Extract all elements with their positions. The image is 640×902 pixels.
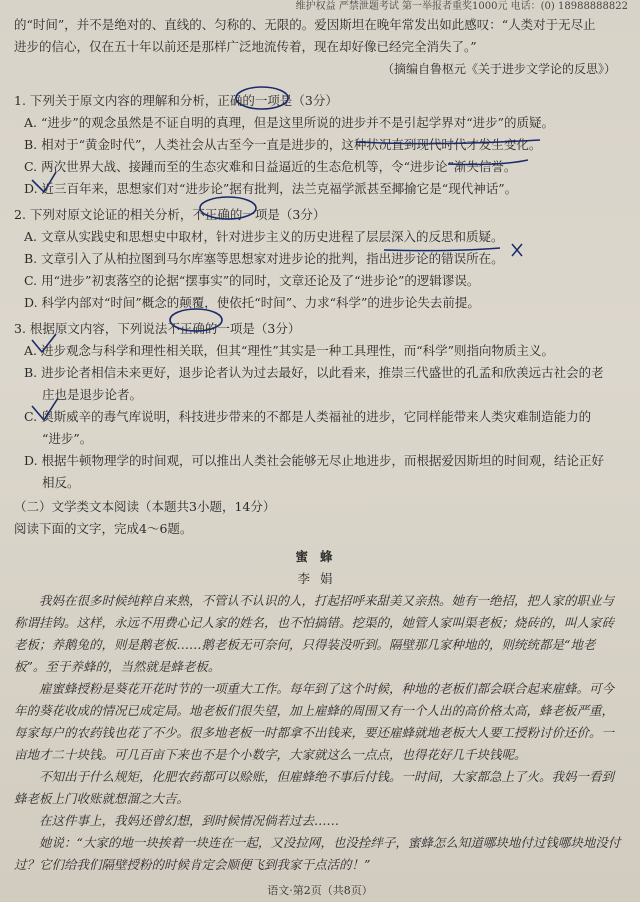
story-title: 蜜蜂 [295, 549, 345, 564]
question-3-option-d-cont: 相反。 [42, 475, 80, 490]
question-3-option-b: B. 进步论者相信未来更好，退步论者认为过去最好，以此看来，推崇三代盛世的孔孟和欣羡远古社会的老 [24, 365, 604, 380]
question-3-option-c: C. 奥斯威辛的毒气库说明，科技进步带来的不都是人类福祉的进步，它同样能带来人类灾难制造能力的 [24, 409, 592, 424]
question-2-option-d: D. 科学内部对“时间”概念的颠覆，使依托“时间”、力求“科学”的进步论失去前提。 [24, 295, 480, 310]
attribution: （摘编自鲁枢元《关于进步文学论的反思》） [381, 62, 616, 76]
section-heading: （二）文学类文本阅读（本题共3小题，14分） [14, 499, 276, 514]
question-3-option-d: D. 根据牛顿物理学的时间观，可以推出人类社会能够无尽止地进步，而根据爱因斯坦的时间观，结论正好 [24, 453, 605, 468]
question-1-title: 1. 下列关于原文内容的理解和分析，正确的一项是（3分） [14, 93, 338, 108]
story-body [14, 590, 626, 876]
story-paragraph: 我妈在很多时候纯粹自来熟，不管认不认识的人，打起招呼来甜美又亲热。她有一绝招，把人家的职业与称谓挂钩。这样，永远不用费心记人家的姓名，也不怕搞错。挖渠的，她管人家叫渠老板；烧砖的，叫人家砖老板；养鹅兔的，则是鹅老板……鹅老板无可奈何，只得装没听到。隔壁那几家种地的，则统统都是“地老板”。至于养蜂的，当然就是蜂老板。 [14, 593, 615, 674]
question-2-title: 2. 下列对原文论证的相关分析，不正确的一项是（3分） [14, 207, 326, 222]
question-1-option-c: C. 两次世界大战、接踵而至的生态灾难和日益逼近的生态危机等，令“进步论”渐失信誉。 [24, 159, 517, 174]
intro-line: 进步的信心，仅在五十年以前还是那样广泛地流传着，现在却好像已经完全消失了。” [14, 39, 477, 54]
question-3-option-c-cont: “进步”。 [42, 431, 93, 446]
story-paragraph: 在这件事上，我妈还曾幻想，到时候情况倘若过去…… [39, 813, 340, 828]
body-text [14, 14, 626, 876]
question-3-title: 3. 根据原文内容，下列说法不正确的一项是（3分） [14, 321, 301, 336]
story-paragraph: 雇蜜蜂授粉是葵花开花时节的一项重大工作。每年到了这个时候，种地的老板们都会联合起来雇蜂。可今年的葵花收成的情况已成定局。地老板们很失望，加上雇蜂的周围又有一个人出的高价格太高，蜂老板严重，每家每户的农药钱也花了不少。很多地老板一时都拿不出钱来，要还雇蜂就地老板大人要工授粉讨价还价。一亩地才二十块钱。可几百亩下来也不是个小数字，大家就这么一点点，也得花好几千块钱呢。 [14, 681, 615, 762]
story-author: 李娟 [297, 571, 343, 586]
question-1-option-b: B. 相对于“黄金时代”，人类社会从古至今一直是进步的，这种状况直到现代时代才发生变化。 [24, 137, 542, 152]
page-header: 维护权益 严禁泄题考试 第一举报者重奖1000元 电话：(0) 18988888822 [295, 1, 628, 12]
question-1-option-a: A. “进步”的观念虽然是不证自明的真理，但是这里所说的进步并不是引起学界对“进步”的质疑。 [24, 115, 555, 130]
question-3-option-a: A. 进步观念与科学和理性相关联，但其“理性”其实是一种工具理性，而“科学”则指向物质主义。 [24, 343, 555, 358]
question-1-option-d: D. 近三百年来，思想家们对“进步论”据有批判，法兰克福学派甚至揶揄它是“现代神话”。 [24, 181, 518, 196]
section-instruction: 阅读下面的文字，完成4～6题。 [14, 521, 193, 536]
question-3-option-b-cont: 庄也是退步论者。 [42, 387, 143, 402]
story-paragraph: 不知出于什么规矩，化肥农药都可以赊账，但雇蜂绝不事后付钱。一时间，大家都急上了火。我妈一看到蜂老板上门收账就想溜之大吉。 [14, 769, 615, 806]
page-footer: 语文·第2页（共8页） [267, 884, 373, 897]
intro-line: 的“时间”，并不是绝对的、直线的、匀称的、无限的。爱因斯坦在晚年常发出如此感叹：“人类对于无尽止 [14, 17, 596, 32]
question-2-option-b: B. 文章引入了从柏拉图到马尔库塞等思想家对进步论的批判，指出进步论的错误所在。 [24, 251, 504, 266]
question-2-option-c: C. 用“进步”初衷落空的论据“摆事实”的同时，文章还论及了“进步论”的逻辑谬误。 [24, 273, 480, 288]
story-paragraph: 她说：“大家的地一块挨着一块连在一起，又没拉网，也没拴绊子，蜜蜂怎么知道哪块地付过钱哪块地没付过？它们给我们隔壁授粉的时候肯定会顺便飞到我家干点活的！” [14, 835, 621, 872]
question-2-option-a: A. 文章从实践史和思想史中取材，针对进步主义的历史进程了层层深入的反思和质疑。 [24, 229, 504, 244]
